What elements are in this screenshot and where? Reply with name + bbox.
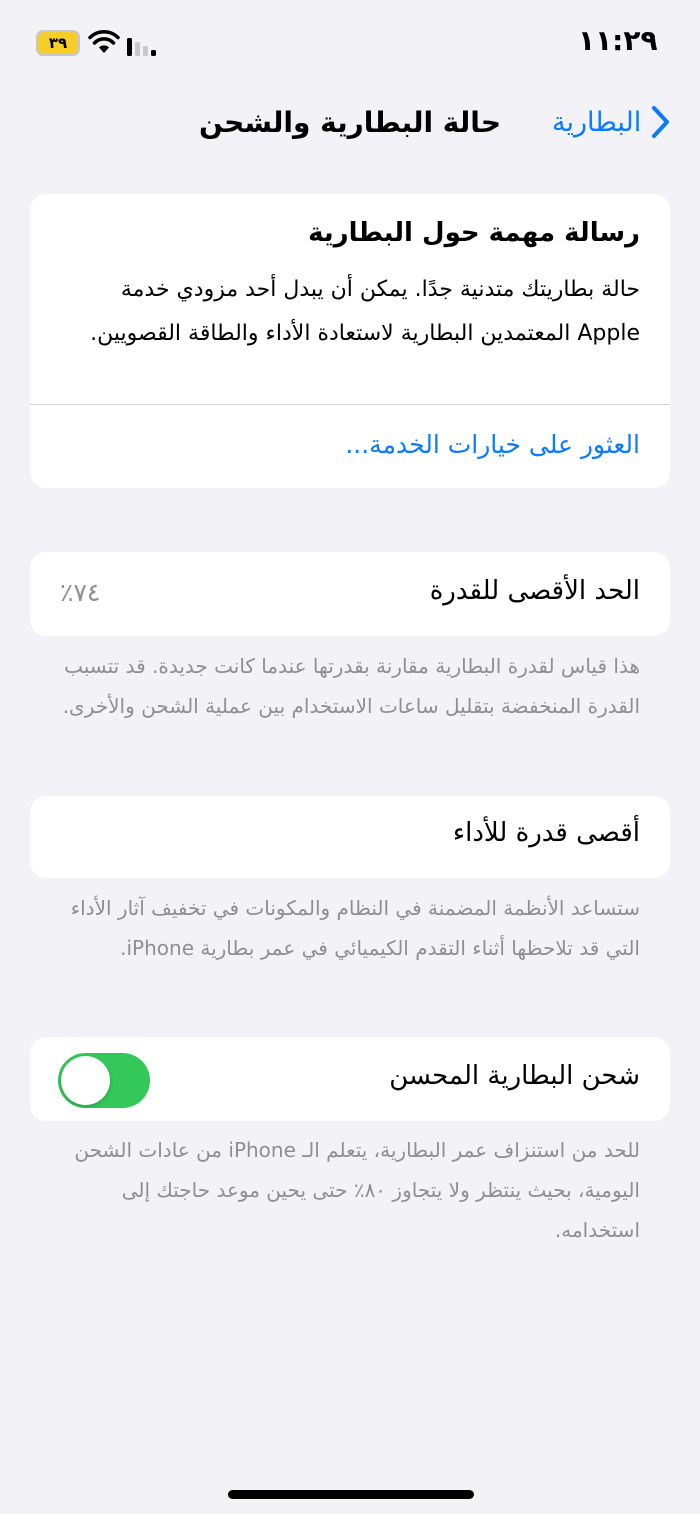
- back-button[interactable]: [552, 105, 671, 139]
- maximum-capacity-footnote: هذا قياس لقدرة البطارية مقارنة بقدرتها عندما كانت جديدة. قد تتسبب القدرة المنخفضة بتقليل ساعات الاستخدام بين عملية الشحن والأخرى.: [62, 654, 640, 718]
- toggle-knob: [61, 1056, 110, 1105]
- battery-level: ٣٩: [38, 32, 78, 54]
- chevron-left-icon: [651, 105, 671, 139]
- cellular-signal-icon: [127, 36, 159, 56]
- important-message-body: حالة بطاريتك متدنية جدًا. يمكن أن يبدل أحد مزودي خدمة Apple المعتمدين البطارية لاستعادة الأداء والطاقة القصويين.: [90, 277, 640, 346]
- card-divider: [30, 404, 670, 405]
- peak-performance-label: أقصى قدرة للأداء: [452, 818, 640, 848]
- maximum-capacity-label: الحد الأقصى للقدرة: [429, 576, 640, 606]
- maximum-capacity-value: ٪٧٤: [60, 578, 101, 607]
- peak-performance-footnote: ستساعد الأنظمة المضمنة في النظام والمكونات في تخفيف آثار الأداء التي قد تلاحظها أثناء التقدم الكيميائي في عمر بطارية iPhone.: [70, 896, 640, 960]
- home-indicator[interactable]: [228, 1490, 474, 1499]
- find-service-options-link[interactable]: العثور على خيارات الخدمة...: [345, 430, 640, 459]
- important-message-title: رسالة مهمة حول البطارية: [308, 218, 640, 248]
- optimized-charging-footnote: للحد من استنزاف عمر البطارية، يتعلم الـ iPhone من عادات الشحن اليومية، بحيث ينتظر ولا يتجاوز ٨٠٪ حتى يحين موعد حاجتك إلى استخدامه.: [74, 1138, 640, 1242]
- status-time: ١١:٢٩: [578, 24, 658, 57]
- optimized-charging-label: شحن البطارية المحسن: [389, 1061, 640, 1091]
- optimized-charging-toggle[interactable]: [58, 1053, 150, 1108]
- page-title: حالة البطارية والشحن: [198, 106, 501, 139]
- wifi-icon: [88, 29, 120, 55]
- back-label: البطارية: [552, 106, 642, 138]
